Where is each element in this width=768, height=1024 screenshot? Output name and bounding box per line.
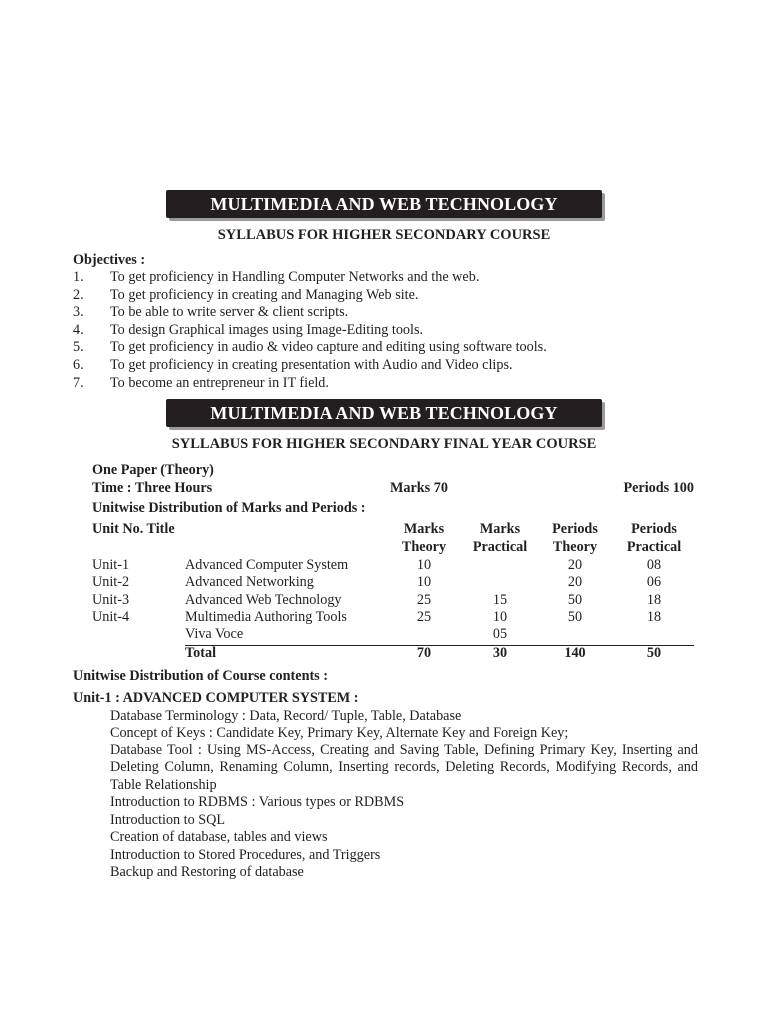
periods-practical: 06 — [646, 574, 662, 590]
periods-theory: 20 — [567, 574, 583, 590]
periods-practical: 08 — [646, 557, 662, 573]
header-line: Periods — [631, 521, 677, 537]
banner-title: MULTIMEDIA AND WEB TECHNOLOGY — [210, 194, 558, 214]
objective-text: To design Graphical images using Image-Editing tools. — [110, 322, 424, 338]
header-line: Marks — [479, 521, 521, 537]
header-line: Periods — [552, 521, 598, 537]
header-line: Marks — [403, 521, 445, 537]
content-item: Creation of database, tables and views — [110, 829, 328, 845]
course-contents-heading: Unitwise Distribution of Course contents : — [73, 668, 328, 684]
marks-theory: 10 — [416, 574, 432, 590]
unit-number: Unit-1 — [92, 557, 130, 573]
periods-label: Periods 100 — [623, 480, 694, 496]
total-marks-theory: 70 — [416, 645, 432, 661]
content-item: Introduction to RDBMS : Various types or RDBMS — [110, 794, 405, 810]
unit-title: Advanced Networking — [185, 574, 314, 590]
syllabus-subtitle-2: SYLLABUS FOR HIGHER SECONDARY FINAL YEAR COURSE — [171, 436, 597, 452]
marks-label: Marks 70 — [390, 480, 448, 496]
column-header-unit-title: Unit No. Title — [92, 521, 175, 537]
objective-number: 3. — [73, 304, 84, 320]
unit-title: Multimedia Authoring Tools — [185, 609, 347, 625]
content-item: Database Terminology : Data, Record/ Tuple, Table, Database — [110, 708, 462, 724]
unit-title: Advanced Web Technology — [185, 592, 342, 608]
header-line: Practical — [626, 538, 682, 555]
unit-title: Viva Voce — [185, 626, 244, 642]
unit-title: Advanced Computer System — [185, 557, 349, 573]
total-periods-practical: 50 — [646, 645, 662, 661]
periods-practical: 18 — [646, 609, 662, 625]
banner-title: MULTIMEDIA AND WEB TECHNOLOGY — [210, 403, 558, 423]
header-line: Theory — [401, 538, 447, 555]
content-item: Database Tool : Using MS-Access, Creating and Saving Table, Defining Primary Key, Inserting and Deleting Column, Renaming Column, Inserting records, Deleting Records, Modifying Records, and Table Relationship — [110, 742, 698, 793]
column-header-periods-practical — [614, 521, 694, 556]
objective-number: 7. — [73, 375, 84, 391]
column-header-marks-theory — [384, 521, 464, 556]
periods-theory: 50 — [567, 592, 583, 608]
title-banner-2 — [166, 399, 602, 427]
marks-practical: 15 — [492, 592, 508, 608]
column-header-periods-theory — [535, 521, 615, 556]
distribution-heading: Unitwise Distribution of Marks and Periods : — [92, 500, 366, 516]
marks-theory: 10 — [416, 557, 432, 573]
marks-theory: 25 — [416, 592, 432, 608]
unit-number: Unit-2 — [92, 574, 130, 590]
header-line: Theory — [552, 538, 598, 555]
unit-number: Unit-4 — [92, 609, 130, 625]
objective-text: To get proficiency in creating and Managing Web site. — [110, 287, 419, 303]
periods-practical: 18 — [646, 592, 662, 608]
marks-theory: 25 — [416, 609, 432, 625]
syllabus-subtitle-1: SYLLABUS FOR HIGHER SECONDARY COURSE — [217, 227, 551, 243]
time-label: Time : Three Hours — [92, 480, 213, 496]
content-item: Introduction to Stored Procedures, and Triggers — [110, 847, 381, 863]
header-line: Practical — [472, 538, 528, 555]
objective-text: To be able to write server & client scripts. — [110, 304, 349, 320]
one-paper-label: One Paper (Theory) — [92, 462, 214, 478]
objectives-heading: Objectives : — [73, 252, 146, 268]
objective-number: 4. — [73, 322, 84, 338]
objective-number: 5. — [73, 339, 84, 355]
content-item: Backup and Restoring of database — [110, 864, 304, 880]
content-item: Introduction to SQL — [110, 812, 226, 828]
periods-theory: 50 — [567, 609, 583, 625]
objective-number: 6. — [73, 357, 84, 373]
marks-practical: 05 — [492, 626, 508, 642]
objective-text: To get proficiency in Handling Computer Networks and the web. — [110, 269, 480, 285]
title-banner-1 — [166, 190, 602, 218]
periods-theory: 20 — [567, 557, 583, 573]
content-item: Concept of Keys : Candidate Key, Primary Key, Alternate Key and Foreign Key; — [110, 725, 569, 741]
total-periods-theory: 140 — [564, 645, 586, 661]
total-label: Total — [185, 645, 217, 661]
objective-text: To get proficiency in creating presentation with Audio and Video clips. — [110, 357, 513, 373]
unit-number: Unit-3 — [92, 592, 130, 608]
marks-practical: 10 — [492, 609, 508, 625]
objective-text: To get proficiency in audio & video capture and editing using software tools. — [110, 339, 547, 355]
objective-text: To become an entrepreneur in IT field. — [110, 375, 329, 391]
objective-number: 1. — [73, 269, 84, 285]
column-header-marks-practical — [460, 521, 540, 556]
total-marks-practical: 30 — [492, 645, 508, 661]
objective-number: 2. — [73, 287, 84, 303]
unit1-heading: Unit-1 : ADVANCED COMPUTER SYSTEM : — [73, 690, 359, 706]
